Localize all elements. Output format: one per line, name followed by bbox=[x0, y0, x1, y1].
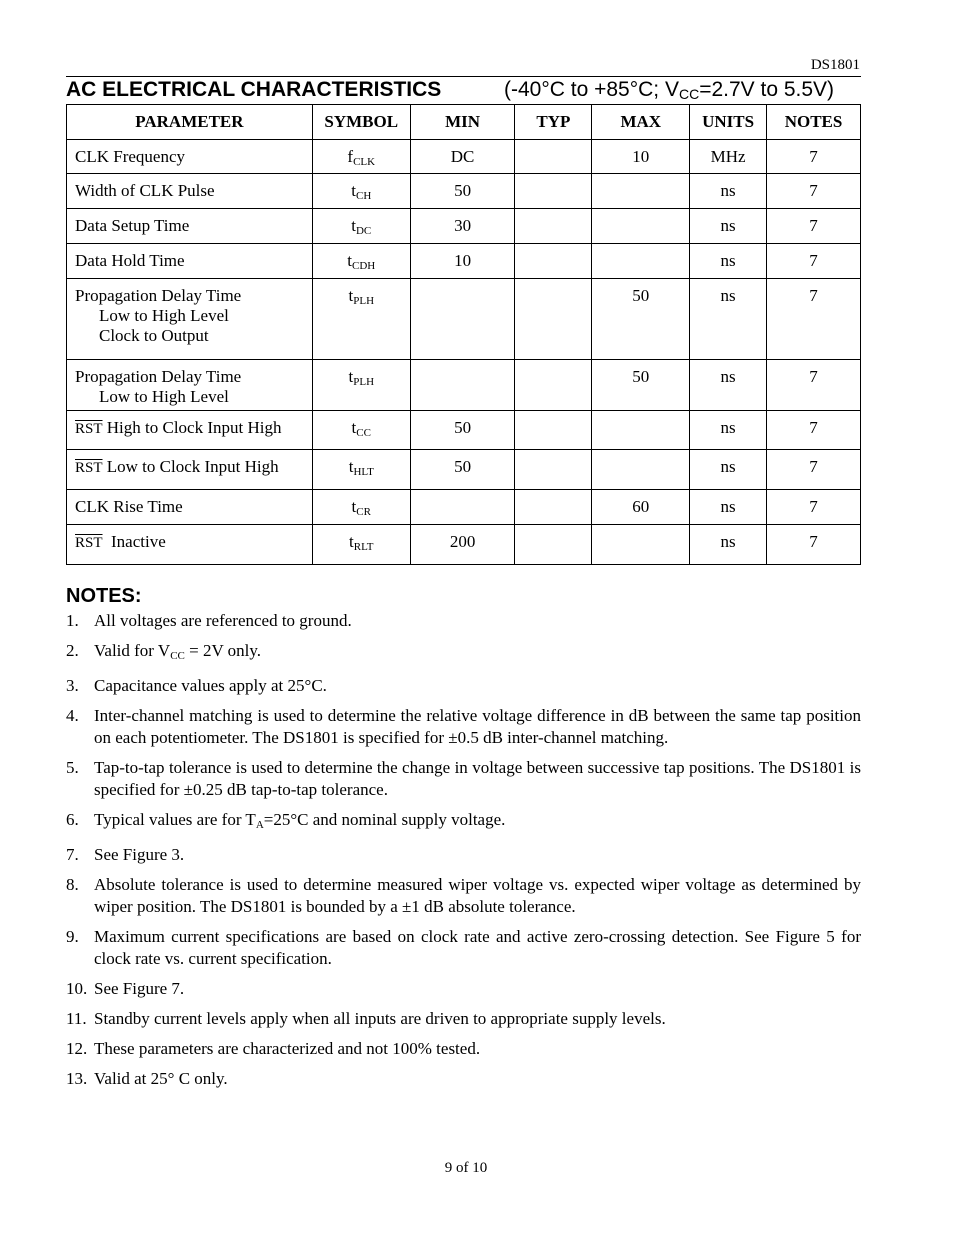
cell-parameter: Data Hold Time bbox=[67, 244, 313, 279]
cell-parameter: $\overline{RST}$ Inactive bbox=[67, 525, 313, 565]
cell-typ bbox=[515, 360, 592, 411]
note-number: 4. bbox=[66, 706, 79, 725]
rst-overbar-label: $\overline{RST}$ bbox=[75, 460, 103, 476]
cell-max: 10 bbox=[592, 140, 690, 174]
cell-symbol: $t_{CH}$ bbox=[312, 174, 410, 209]
cell-notes: 7 bbox=[767, 244, 861, 279]
list-item: 7. See Figure 3. bbox=[66, 845, 185, 864]
section-title-conditions: (-40°C to +85°C; $V_{CC}=2.7V$ to 5.5V) bbox=[504, 78, 835, 102]
list-item: 5. Tap-to-tap tolerance is used to determine the change in voltage between successive tap positions. The DS1801 is specified for ±0.25 dB tap-to-tap tolerance. bbox=[66, 758, 861, 799]
note-number: 2. bbox=[66, 641, 79, 660]
cell-notes: 7 bbox=[767, 174, 861, 209]
note-number: 9. bbox=[66, 927, 79, 946]
cell-min: 50 bbox=[410, 450, 515, 490]
cell-typ bbox=[515, 244, 592, 279]
col-header-units: UNITS bbox=[690, 105, 767, 140]
cell-max bbox=[592, 411, 690, 450]
cell-min: 50 bbox=[410, 411, 515, 450]
cell-typ bbox=[515, 209, 592, 244]
cell-max: 60 bbox=[592, 490, 690, 525]
cell-units: ns bbox=[690, 360, 767, 411]
doc-id: DS1801 bbox=[810, 57, 860, 73]
cell-max bbox=[592, 525, 690, 565]
list-item: 13. Valid at 25° C only. bbox=[66, 1069, 228, 1088]
cell-max bbox=[592, 244, 690, 279]
table-row bbox=[67, 411, 861, 450]
cell-units: ns bbox=[690, 174, 767, 209]
table-row bbox=[67, 174, 861, 209]
cell-max bbox=[592, 174, 690, 209]
cell-units: ns bbox=[690, 490, 767, 525]
cell-symbol: $t_{RLT}$ bbox=[312, 525, 410, 565]
cell-min: 50 bbox=[410, 174, 515, 209]
table-row bbox=[67, 525, 861, 565]
table-row bbox=[67, 450, 861, 490]
list-item: 8. Absolute tolerance is used to determine measured wiper voltage vs. expected wiper voltage as determined by wiper position. The DS1801 is bounded by a ±1 dB absolute tolerance. bbox=[66, 875, 861, 916]
cell-parameter: Data Setup Time bbox=[67, 209, 313, 244]
cell-symbol: $t_{CDH}$ bbox=[312, 244, 410, 279]
cell-parameter: CLK Frequency bbox=[67, 140, 313, 174]
cell-parameter: CLK Rise Time bbox=[67, 490, 313, 525]
cell-typ bbox=[515, 525, 592, 565]
rst-overbar-label: $\overline{RST}$ bbox=[75, 421, 103, 437]
cell-notes: 7 bbox=[767, 279, 861, 360]
cell-units: ns bbox=[690, 450, 767, 490]
cell-units: ns bbox=[690, 244, 767, 279]
list-item: 1. All voltages are referenced to ground. bbox=[66, 611, 352, 630]
table-row bbox=[67, 490, 861, 525]
table-row bbox=[67, 140, 861, 174]
col-header-symbol: SYMBOL bbox=[312, 105, 410, 140]
list-item: 11. Standby current levels apply when all inputs are driven to appropriate supply levels. bbox=[66, 1009, 666, 1028]
list-item: 2. Valid for $V_{CC} = 2V$ only. bbox=[66, 641, 262, 662]
table-row bbox=[67, 279, 861, 360]
cell-typ bbox=[515, 174, 592, 209]
cell-min: 10 bbox=[410, 244, 515, 279]
cell-max: 50 bbox=[592, 360, 690, 411]
rst-overbar-label: $\overline{RST}$ bbox=[75, 535, 103, 551]
title-rule bbox=[66, 76, 861, 77]
list-item: 3. Capacitance values apply at 25°C. bbox=[66, 676, 327, 695]
cell-max bbox=[592, 450, 690, 490]
list-item: 9. Maximum current specifications are based on clock rate and active zero-crossing detection. See Figure 5 for clock rate vs. current specification. bbox=[66, 927, 861, 968]
table-header-row bbox=[67, 105, 861, 140]
table-row bbox=[67, 209, 861, 244]
note-number: 11. bbox=[66, 1009, 87, 1028]
cell-typ bbox=[515, 450, 592, 490]
cell-min: 30 bbox=[410, 209, 515, 244]
table-row bbox=[67, 360, 861, 411]
section-title-main: AC ELECTRICAL CHARACTERISTICS bbox=[66, 78, 442, 101]
note-number: 5. bbox=[66, 758, 79, 777]
list-item: 10. See Figure 7. bbox=[66, 979, 185, 998]
list-item: 4. Inter-channel matching is used to determine the relative voltage difference in dB between the same tap position on each potentiometer. The DS1801 is specified for ±0.5 dB inter-channel matching. bbox=[66, 706, 861, 747]
section-title bbox=[66, 78, 866, 104]
cell-notes: 7 bbox=[767, 525, 861, 565]
cell-symbol: $t_{CR}$ bbox=[312, 490, 410, 525]
note-number: 7. bbox=[66, 845, 79, 864]
cell-min bbox=[410, 360, 515, 411]
cell-min: 200 bbox=[410, 525, 515, 565]
cell-notes: 7 bbox=[767, 360, 861, 411]
cell-max bbox=[592, 209, 690, 244]
note-number: 13. bbox=[66, 1069, 88, 1088]
list-item: 12. These parameters are characterized and not 100% tested. bbox=[66, 1039, 481, 1058]
cell-parameter: Width of CLK Pulse bbox=[67, 174, 313, 209]
note-number: 8. bbox=[66, 875, 79, 894]
col-header-min: MIN bbox=[410, 105, 515, 140]
list-item: 6. Typical values are for $T_A=25^\circ C$ and nominal supply voltage. bbox=[66, 810, 506, 831]
col-header-parameter: PARAMETER bbox=[67, 105, 313, 140]
cell-notes: 7 bbox=[767, 209, 861, 244]
col-header-notes: NOTES bbox=[767, 105, 861, 140]
cell-units: ns bbox=[690, 209, 767, 244]
cell-typ bbox=[515, 490, 592, 525]
cell-min bbox=[410, 490, 515, 525]
cell-min: DC bbox=[410, 140, 515, 174]
cell-symbol: $t_{PLH}$ bbox=[312, 360, 410, 411]
cell-typ bbox=[515, 140, 592, 174]
note-number: 6. bbox=[66, 810, 79, 829]
cell-typ bbox=[515, 279, 592, 360]
table-row bbox=[67, 244, 861, 279]
cell-symbol: $t_{PLH}$ bbox=[312, 279, 410, 360]
page-number: 9 of 10 bbox=[444, 1160, 488, 1176]
cell-symbol: $t_{CC}$ bbox=[312, 411, 410, 450]
cell-symbol: $t_{HLT}$ bbox=[312, 450, 410, 490]
cell-parameter: Propagation Delay Time Low to High Level Clock to Output bbox=[67, 279, 313, 360]
cell-units: ns bbox=[690, 279, 767, 360]
cell-units: ns bbox=[690, 525, 767, 565]
cell-symbol: $t_{DC}$ bbox=[312, 209, 410, 244]
cell-typ bbox=[515, 411, 592, 450]
notes-heading: NOTES: bbox=[66, 585, 142, 607]
col-header-typ: TYP bbox=[515, 105, 592, 140]
cell-symbol: $f_{CLK}$ bbox=[312, 140, 410, 174]
notes-list bbox=[66, 610, 861, 1098]
note-number: 10. bbox=[66, 979, 88, 998]
note-number: 12. bbox=[66, 1039, 88, 1058]
cell-notes: 7 bbox=[767, 411, 861, 450]
cell-notes: 7 bbox=[767, 140, 861, 174]
cell-notes: 7 bbox=[767, 450, 861, 490]
cell-units: ns bbox=[690, 411, 767, 450]
cell-parameter: $\overline{RST}$ High to Clock Input High bbox=[67, 411, 313, 450]
ac-characteristics-table bbox=[66, 104, 861, 565]
note-number: 3. bbox=[66, 676, 79, 695]
cell-min bbox=[410, 279, 515, 360]
cell-notes: 7 bbox=[767, 490, 861, 525]
cell-parameter: $\overline{RST}$ Low to Clock Input High bbox=[67, 450, 313, 490]
cell-parameter: Propagation Delay Time Low to High Level bbox=[67, 360, 313, 411]
col-header-max: MAX bbox=[592, 105, 690, 140]
note-number: 1. bbox=[66, 611, 79, 630]
cell-max: 50 bbox=[592, 279, 690, 360]
cell-units: MHz bbox=[690, 140, 767, 174]
